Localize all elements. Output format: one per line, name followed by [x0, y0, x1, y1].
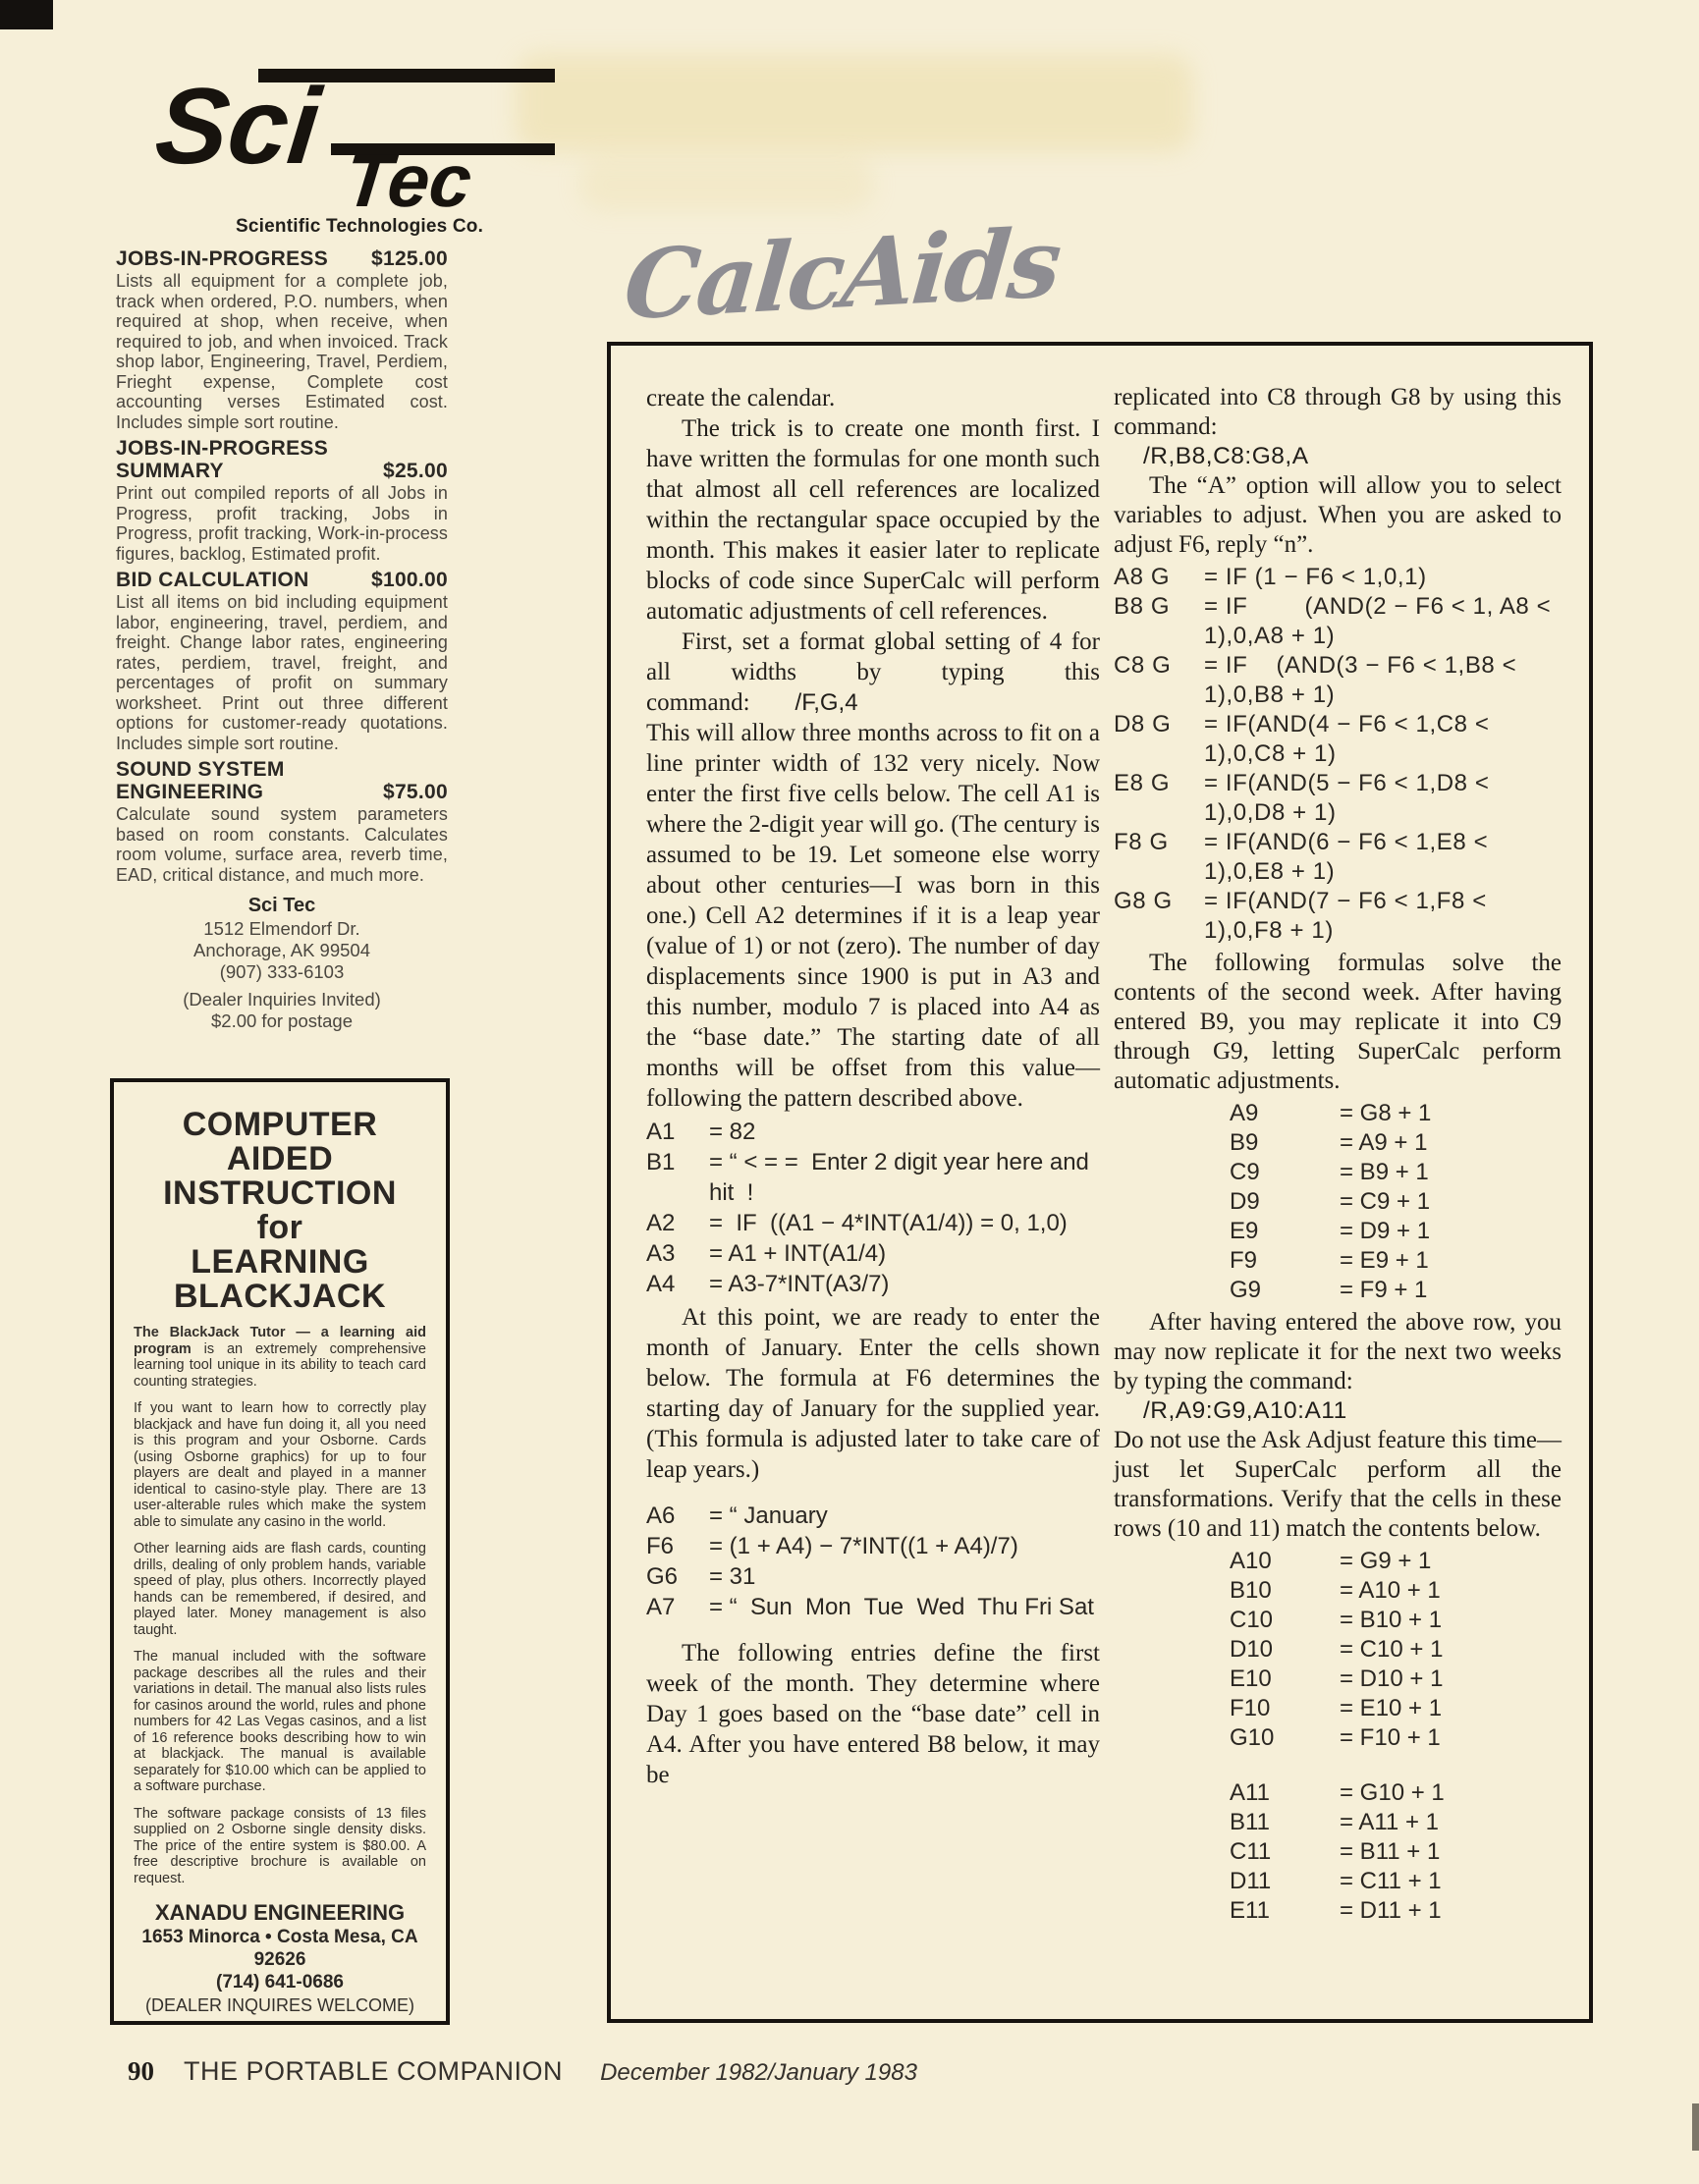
article-masthead: CalcAids [620, 206, 1064, 342]
article-paragraph: This will allow three months across to fit on a line printer width of 132 very nicely. Now enter the first five cells below. The cell A1 is where the 2-digit year will go. (The century is assumed to be 19. Let someone else worry about other centuries—I was born in this one.) Cell A2 determines if it is a leap year (value of 1) or not (zero). The number of day displacements since 1900 is put in A3 and this number, modulo 7 is placed into A4 as the “base date.” The starting date of all months will be offset from this value—following the pattern described above. [646, 720, 1100, 1112]
ad-paragraph: The manual included with the software package describes all the rules and their variations in detail. The manual also lists rules for casinos around the world, rules and phone numbers for 42 Las Vegas casinos, and a list of 16 reference books describing how to win at blackjack. The manual is available separately for $10.00 which can be applied to a software purchase. [134, 1649, 426, 1794]
supercalc-command: /F,G,4 [795, 689, 858, 716]
product-heading [116, 247, 448, 270]
product-heading [116, 460, 448, 482]
scitec-logo-icon [143, 57, 568, 223]
cell-formula: = G8 + 1 [1340, 1100, 1432, 1126]
ad-paragraph [134, 1325, 426, 1390]
cell-formula: = A9 + 1 [1340, 1129, 1428, 1156]
cell-ref: C8 G [1114, 652, 1172, 679]
formula-row [1230, 1158, 1562, 1187]
formula-row [646, 1147, 1100, 1208]
formula-row [1230, 1576, 1562, 1606]
cell-formula: = B9 + 1 [1340, 1159, 1429, 1185]
product-heading [116, 569, 448, 591]
formula-row [1114, 651, 1562, 710]
article-paragraph: create the calendar. [646, 385, 836, 411]
formula-listing-week10 [1114, 1547, 1562, 1753]
title-line: LEARNING [191, 1243, 369, 1281]
contact-address-line: 1512 Elmendorf Dr. [203, 918, 360, 939]
product-price: $125.00 [370, 247, 448, 270]
cell-formula: = G10 + 1 [1340, 1779, 1445, 1806]
cell-ref: D11 [1230, 1868, 1272, 1894]
cell-formula: = D9 + 1 [1340, 1218, 1431, 1244]
cell-formula: = IF (AND(2 − F6 < 1, A8 < 1),0,A8 + 1) [1204, 593, 1559, 649]
formula-row [1230, 1867, 1562, 1896]
cell-ref: B10 [1230, 1577, 1272, 1604]
product-heading [116, 437, 448, 460]
cell-formula: = IF(AND(4 − F6 < 1,C8 < 1),0,C8 + 1) [1204, 711, 1497, 767]
ad-paragraph: Other learning aids are flash cards, counting drills, dealing of only problem hands, variable speed of play, plus others. Incorrectly played hands can be remembered, if desired, and played later. Money management is also taught. [134, 1541, 426, 1638]
cell-formula: = F9 + 1 [1340, 1277, 1428, 1303]
product-price: $75.00 [382, 781, 448, 803]
cell-formula: = 82 [709, 1119, 756, 1145]
formula-row [1230, 1778, 1562, 1808]
scitec-contact-block [116, 895, 448, 1032]
article-paragraph: replicated into C8 through G8 by using this command: [1114, 384, 1562, 440]
scitec-ad [116, 57, 484, 1032]
contact-note: (Dealer Inquiries Invited) [183, 989, 381, 1010]
contact-address-line: Anchorage, AK 99504 [192, 940, 370, 960]
advertiser-note: (DEALER INQUIRES WELCOME) [144, 1995, 415, 2015]
article-column-left [646, 383, 1100, 1790]
advertiser-name: XANADU ENGINEERING [154, 1900, 406, 1925]
cell-ref: E9 [1230, 1218, 1259, 1244]
cell-formula: = E9 + 1 [1340, 1247, 1429, 1274]
blackjack-ad [110, 1078, 450, 2025]
cell-formula: = C11 + 1 [1340, 1868, 1442, 1894]
product-description: Calculate sound system parameters based on room constants. Calculates room volume, surface area, reverb time, EAD, critical distance, and much more. [116, 804, 448, 885]
cell-formula: = IF ((A1 − 4*INT(A1/4)) = 0, 1,0) [709, 1210, 1068, 1236]
formula-row [646, 1269, 1100, 1299]
article-paragraph: The following formulas solve the contents of the second week. After having entered B9, you may replicate it into C9 through G9, letting SuperCalc perform automatic adjustments. [1114, 950, 1562, 1094]
title-line: INSTRUCTION [163, 1174, 397, 1212]
cell-ref: A4 [646, 1271, 676, 1297]
formula-row [1230, 1128, 1562, 1158]
cell-ref: G6 [646, 1563, 679, 1590]
cell-ref: B8 G [1114, 593, 1171, 620]
cell-formula: = A3-7*INT(A3/7) [709, 1271, 890, 1297]
cell-ref: F8 G [1114, 829, 1169, 855]
cell-ref: A2 [646, 1210, 676, 1236]
formula-row [1230, 1606, 1562, 1635]
formula-listing-week1 [646, 1117, 1100, 1299]
cell-ref: A10 [1230, 1548, 1272, 1574]
article-paragraph: After having entered the above row, you may now replicate it for the next two weeks by typing the command: [1114, 1309, 1562, 1394]
formula-row [1114, 592, 1562, 651]
formula-row [1230, 1547, 1562, 1576]
cell-formula: = “ January [709, 1502, 828, 1529]
product-description: Print out compiled reports of all Jobs in Progress, profit tracking, Jobs in Progress, profit tracking, Work-in-process figures, backlog, Estimated profit. [116, 483, 448, 564]
formula-row [1114, 710, 1562, 769]
formula-row [646, 1592, 1100, 1622]
formula-row [1230, 1665, 1562, 1694]
cell-formula: = 31 [709, 1563, 756, 1590]
article-paragraph: Do not use the Ask Adjust feature this time—just let SuperCalc perform all the transformations. Verify that the cells in these rows (10 and 11) match the contents below. [1114, 1427, 1562, 1542]
cell-ref: D10 [1230, 1636, 1274, 1663]
cell-formula: = D11 + 1 [1340, 1897, 1442, 1924]
cell-formula: = A10 + 1 [1340, 1577, 1441, 1604]
cell-formula: = E10 + 1 [1340, 1695, 1443, 1721]
formula-row [1230, 1246, 1562, 1276]
cell-ref: A7 [646, 1594, 676, 1620]
product-description: Lists all equipment for a complete job, track when ordered, P.O. numbers, when required at shop, when receive, when required to job, and when invoiced. Track shop labor, Engineering, Travel, Perdiem, Frieght expense, Complete cost accounting verses Estimated cost. Includes simple sort routine. [116, 271, 448, 432]
product-listing [116, 247, 448, 432]
article-paragraph: The trick is to create one month first. I have written the formulas for one month such that almost all cell references are localized within the rectangular space occupied by the month. This makes it easier later to replicate blocks of code since SuperCalc will perform automatic adjustments of cell references. [646, 415, 1100, 625]
cell-ref: D9 [1230, 1188, 1260, 1215]
product-name: BID CALCULATION [116, 569, 309, 591]
cell-formula: = B10 + 1 [1340, 1607, 1443, 1633]
cell-ref: A1 [646, 1119, 676, 1145]
blackjack-ad-title [134, 1108, 426, 1314]
cell-ref: A6 [646, 1502, 676, 1529]
cell-formula: = IF(AND(5 − F6 < 1,D8 < 1),0,D8 + 1) [1204, 770, 1497, 826]
logo-text-tec: Tec [341, 139, 476, 223]
formula-row [1114, 828, 1562, 887]
scan-edge-artifact [1692, 2103, 1699, 2151]
formula-row [1230, 1187, 1562, 1217]
contact-note: $2.00 for postage [211, 1010, 353, 1031]
calcaids-article [607, 342, 1593, 2023]
cell-ref: A3 [646, 1240, 676, 1267]
ad-paragraph: The software package consists of 13 files supplied on 2 Osborne single density disks. The price of the entire system is $80.00. A free descriptive brochure is available on request. [134, 1805, 426, 1886]
advertiser-phone: (714) 641-0686 [216, 1972, 344, 1993]
formula-row [646, 1501, 1100, 1531]
formula-row [646, 1561, 1100, 1592]
article-paragraph: The following entries define the first week of the month. They determine where Day 1 goes based on the “base date” cell in A4. After you have entered B8 below, it may be [646, 1640, 1100, 1788]
formula-row [646, 1238, 1100, 1269]
cell-formula: = IF (1 − F6 < 1,0,1) [1204, 564, 1427, 590]
supercalc-command: /R,B8,C8:G8,A [1143, 443, 1309, 469]
cell-formula: = F10 + 1 [1340, 1724, 1441, 1751]
formula-row [1230, 1694, 1562, 1723]
cell-ref: G10 [1230, 1724, 1275, 1751]
contact-phone: (907) 333-6103 [219, 961, 345, 982]
cell-ref: F9 [1230, 1247, 1258, 1274]
cell-ref: A8 G [1114, 564, 1171, 590]
page-footer [128, 2056, 917, 2087]
formula-row [1230, 1635, 1562, 1665]
product-heading [116, 781, 448, 803]
formula-listing-month [646, 1501, 1100, 1622]
cell-formula: = G9 + 1 [1340, 1548, 1432, 1574]
cell-formula: = “ < = = Enter 2 digit year here and hit ! [709, 1149, 1096, 1206]
article-paragraph [646, 627, 1100, 718]
cell-ref: A11 [1230, 1779, 1270, 1806]
advertiser-address: 1653 Minorca • Costa Mesa, CA 92626 [141, 1927, 418, 1970]
page-bleedthrough-artifact [516, 54, 1193, 152]
cell-ref: D8 G [1114, 711, 1172, 737]
logo-text-sci: Sci [150, 66, 326, 187]
product-description: List all items on bid including equipment labor, engineering, travel, perdiem, and freight. Change labor rates, engineering rates, perdiem, travel, freight, and percentages of profit on summary worksheet. Print out three different options for customer-ready quotations. Includes simple sort routine. [116, 592, 448, 753]
cell-ref: A9 [1230, 1100, 1259, 1126]
cell-ref: E10 [1230, 1665, 1272, 1692]
article-paragraph: At this point, we are ready to enter the month of January. Enter the cells shown below. The formula at F6 determines the starting day of January for the supplied year. (This formula is adjusted later to take care of leap years.) [646, 1304, 1100, 1483]
product-price: $25.00 [382, 460, 448, 482]
product-listing [116, 437, 448, 564]
issue-date: December 1982/January 1983 [600, 2059, 917, 2086]
cell-ref: G9 [1230, 1277, 1262, 1303]
cell-ref: E8 G [1114, 770, 1171, 796]
intro-bold-text: The BlackJack Tutor — a learning aid program [134, 1325, 426, 1357]
product-heading [116, 758, 448, 781]
cell-formula: = D10 + 1 [1340, 1665, 1444, 1692]
product-name: SUMMARY [116, 460, 224, 482]
cell-formula: = C9 + 1 [1340, 1188, 1431, 1215]
formula-row [1114, 769, 1562, 828]
cell-formula: = C10 + 1 [1340, 1636, 1444, 1663]
cell-ref: C9 [1230, 1159, 1260, 1185]
cell-formula: = “ Sun Mon Tue Wed Thu Fri Sat [709, 1594, 1094, 1620]
cell-ref: B9 [1230, 1129, 1259, 1156]
cell-formula: = A11 + 1 [1340, 1809, 1439, 1835]
cell-ref: G8 G [1114, 888, 1173, 914]
cell-ref: F6 [646, 1533, 675, 1559]
cell-formula: = IF (AND(3 − F6 < 1,B8 < 1),0,B8 + 1) [1204, 652, 1524, 708]
formula-row [1230, 1276, 1562, 1305]
product-listing [116, 758, 448, 885]
product-name: ENGINEERING [116, 781, 264, 803]
product-name: SOUND SYSTEM [116, 758, 285, 781]
formula-row [1230, 1723, 1562, 1753]
supercalc-command: /R,A9:G9,A10:A11 [1143, 1397, 1347, 1424]
formula-row [646, 1117, 1100, 1147]
formula-row [1230, 1896, 1562, 1926]
formula-listing-week8 [1114, 563, 1562, 946]
page-number: 90 [128, 2056, 154, 2086]
scitec-company-name: Scientific Technologies Co. [236, 216, 484, 237]
formula-row [1230, 1217, 1562, 1246]
formula-listing-week9 [1114, 1099, 1562, 1305]
intro-text: is an extremely comprehensive learning tool unique in its ability to teach card counting strategies. [134, 1340, 426, 1390]
cell-formula: = A1 + INT(A1/4) [709, 1240, 887, 1267]
formula-row [646, 1208, 1100, 1238]
cell-ref: B11 [1230, 1809, 1270, 1835]
article-column-right [1114, 383, 1562, 1929]
cell-ref: F10 [1230, 1695, 1271, 1721]
title-line: BLACKJACK [173, 1278, 387, 1315]
product-name: JOBS-IN-PROGRESS [116, 247, 328, 270]
cell-formula: = IF(AND(6 − F6 < 1,E8 < 1),0,E8 + 1) [1204, 829, 1496, 885]
page-bleedthrough-artifact [579, 157, 874, 211]
cell-formula: = (1 + A4) − 7*INT((1 + A4)/7) [709, 1533, 1018, 1559]
formula-row [1114, 563, 1562, 592]
product-listing [116, 569, 448, 753]
formula-row [646, 1531, 1100, 1561]
article-paragraph: The “A” option will allow you to select variables to adjust. When you are asked to adjust F6, reply “n”. [1114, 472, 1562, 558]
scan-corner-artifact [0, 0, 53, 29]
formula-row [1230, 1808, 1562, 1837]
product-price: $100.00 [370, 569, 448, 591]
contact-name: Sci Tec [247, 895, 316, 916]
cell-formula: = IF(AND(7 − F6 < 1,F8 < 1),0,F8 + 1) [1204, 888, 1495, 944]
title-line: for [256, 1209, 303, 1246]
paragraph-text: First, set a format global setting of 4 for all widths by typing this command: [646, 628, 1100, 716]
formula-listing-week11 [1114, 1778, 1562, 1926]
magazine-title: THE PORTABLE COMPANION [184, 2056, 564, 2086]
formula-row [1230, 1099, 1562, 1128]
product-name: JOBS-IN-PROGRESS [116, 437, 328, 460]
cell-ref: B1 [646, 1149, 676, 1175]
ad-paragraph: If you want to learn how to correctly play blackjack and have fun doing it, all you need is this program and your Osborne. Cards (using Osborne graphics) for up to four players are dealt and played in a manner identical to casino-style play. There are 13 user-alterable rules which make the system able to simulate any casino in the world. [134, 1400, 426, 1530]
formula-row [1230, 1837, 1562, 1867]
title-line: AIDED [226, 1140, 334, 1177]
cell-formula: = B11 + 1 [1340, 1838, 1441, 1865]
cell-ref: C11 [1230, 1838, 1272, 1865]
cell-ref: C10 [1230, 1607, 1274, 1633]
title-line: COMPUTER [182, 1106, 378, 1143]
formula-row [1114, 887, 1562, 946]
cell-ref: E11 [1230, 1897, 1270, 1924]
